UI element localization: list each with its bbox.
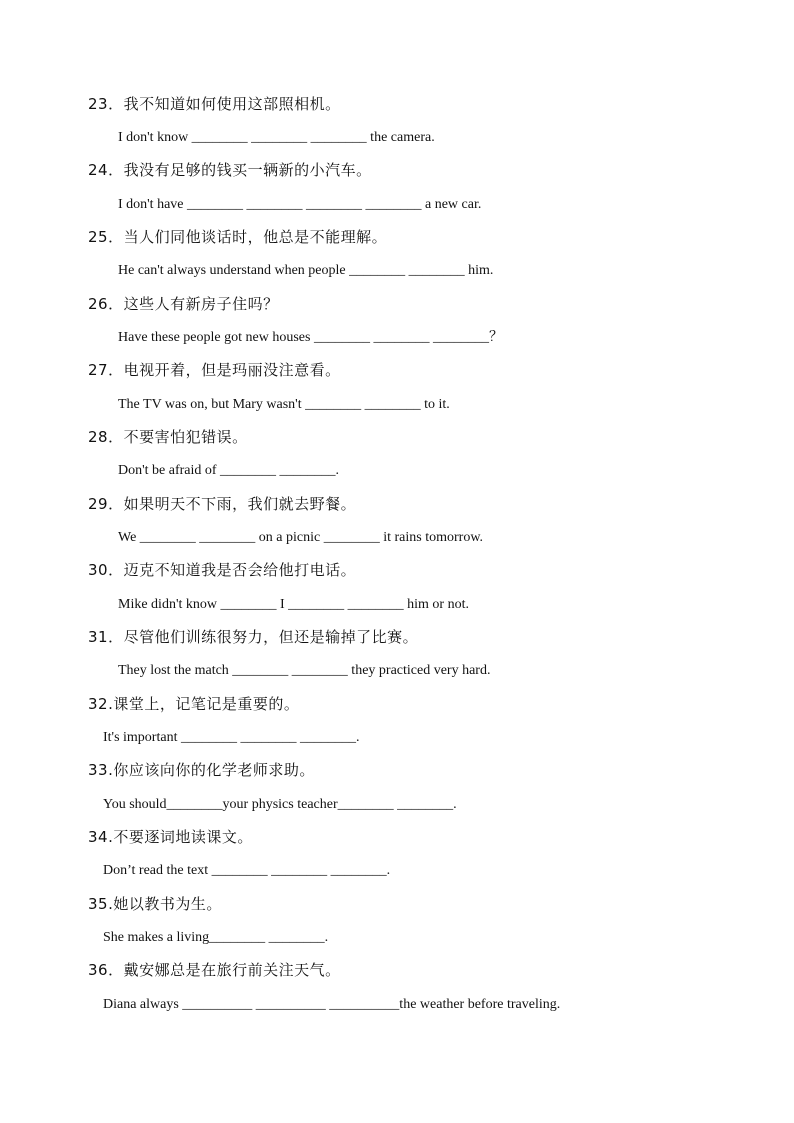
question-28-english: Don't be afraid of ________ ________. xyxy=(118,463,340,478)
question-33-chinese: 33.你应该向你的化学老师求助。 xyxy=(88,761,315,779)
question-25-english: He can't always understand when people ________ ________ him. xyxy=(118,263,494,278)
question-31-english: They lost the match ________ ________ they practiced very hard. xyxy=(118,663,491,678)
question-25-chinese: 25．当人们同他谈话时，他总是不能理解。 xyxy=(88,228,388,246)
question-27-chinese: 27．电视开着，但是玛丽没注意看。 xyxy=(88,361,341,379)
question-30-chinese: 30．迈克不知道我是否会给他打电话。 xyxy=(88,561,357,579)
question-36-english: Diana always __________ __________ __________the weather before traveling. xyxy=(103,997,561,1012)
question-27-english: The TV was on, but Mary wasn't ________ ________ to it. xyxy=(118,397,450,412)
question-35-english: She makes a living________ ________. xyxy=(103,930,329,945)
question-24-chinese: 24．我没有足够的钱买一辆新的小汽车。 xyxy=(88,161,372,179)
question-34-chinese: 34.不要逐词地读课文。 xyxy=(88,828,253,846)
question-32-chinese: 32.课堂上，记笔记是重要的。 xyxy=(88,695,300,713)
question-35-chinese: 35.她以教书为生。 xyxy=(88,895,222,913)
question-34-english: Don’t read the text ________ ________ ________. xyxy=(103,863,391,878)
question-23-english: I don't know ________ ________ ________ the camera. xyxy=(118,130,435,145)
question-31-chinese: 31．尽管他们训练很努力，但还是输掉了比赛。 xyxy=(88,628,419,646)
question-36-chinese: 36．戴安娜总是在旅行前关注天气。 xyxy=(88,961,341,979)
question-26-english: Have these people got new houses ________ ________ ________？ xyxy=(118,330,503,345)
question-30-english: Mike didn't know ________ I ________ ________ him or not. xyxy=(118,597,469,612)
question-29-english: We ________ ________ on a picnic ________ it rains tomorrow. xyxy=(118,530,484,545)
question-24-english: I don't have ________ ________ ________ ________ a new car. xyxy=(118,197,482,212)
question-23-chinese: 23．我不知道如何使用这部照相机。 xyxy=(88,95,341,113)
question-29-chinese: 29．如果明天不下雨，我们就去野餐。 xyxy=(88,495,357,513)
question-26-chinese: 26．这些人有新房子住吗？ xyxy=(88,295,279,313)
question-32-english: It's important ________ ________ ________. xyxy=(103,730,360,745)
question-33-english: You should________your physics teacher________ ________. xyxy=(103,797,457,812)
question-28-chinese: 28．不要害怕犯错误。 xyxy=(88,428,248,446)
